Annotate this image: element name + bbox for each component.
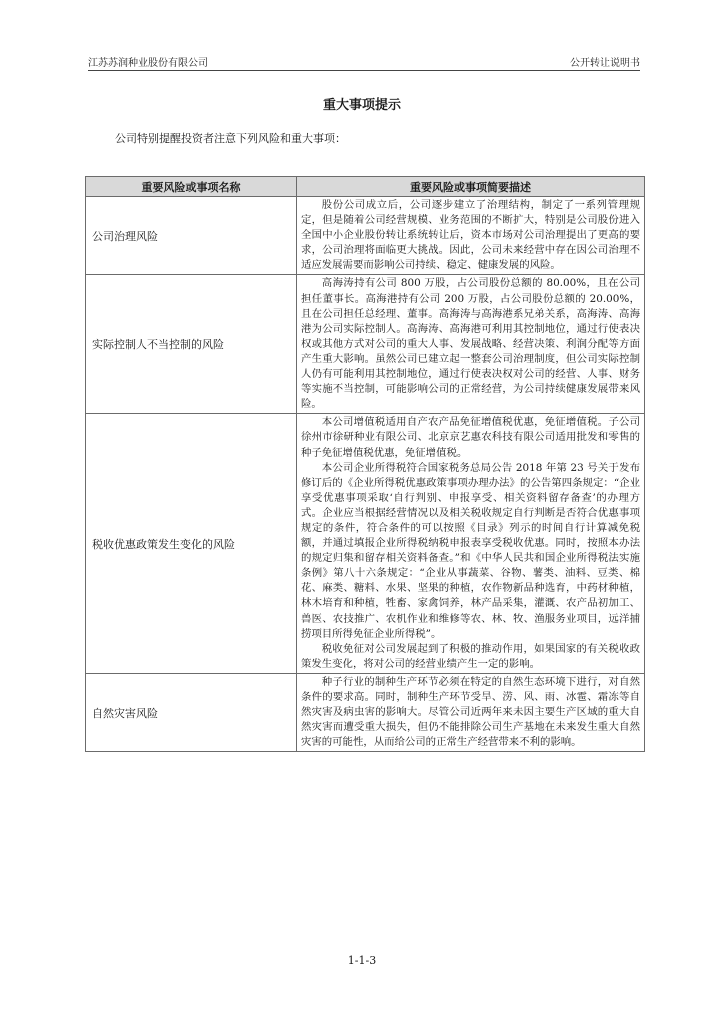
description-paragraph: 种子行业的制种生产环节必须在特定的自然生态环境下进行，对自然条件的要求高。同时，制种生产环节受旱、涝、风、雨、冰雹、霜冻等自然灾害及病虫害的影响大。尽管公司近两年来未因主要生产区域的重大自然灾害而遭受重大损失，但仍不能排除公司生产基地在未来发生重大自然灾害的可能性，从而给公司的正常生产经营带来不利的影响。	[301, 675, 640, 749]
description-paragraph: 股份公司成立后，公司逐步建立了治理结构，制定了一系列管理规定，但是随着公司经营规模、业务范围的不断扩大，特别是公司股份进入全国中小企业股份转让系统转让后，资本市场对公司治理提出了更高的要求，公司治理将面临更大挑战。因此，公司未来经营中存在因公司治理不适应发展需要而影响公司持续、稳定、健康发展的风险。	[301, 199, 640, 272]
description-paragraph: 本公司增值税适用自产农产品免征增值税优惠，免征增值税。子公司徐州市徐研种业有限公司、北京京艺惠农科技有限公司适用批发和零售的种子免征增值税优惠，免征增值税。	[301, 416, 640, 459]
risk-table	[85, 176, 645, 752]
page-number: 1-1-3	[347, 954, 377, 967]
risk-name-cell: 税收优惠政策发生变化的风险	[86, 414, 297, 674]
description-paragraph: 高海涛持有公司 800 万股，占公司股份总额的 80.00%，且在公司担任董事长。高海港持有公司 200 万股，占公司股份总额的 20.00%，且在公司担任总经理、董事。高海涛与高海港系兄弟关系，高海涛、高海港为公司实际控制人。高海涛、高海港可利用其控制地位，通过行使表决权或其他方式对公司的重大人事、发展战略、经营决策、利润分配等方面产生重大影响。虽然公司已建立起一整套公司治理制度，但公司实际控制人仍有可能利用其控制地位，通过行使表决权对公司的经营、人事、财务等实施不当控制，可能影响公司的正常经营，为公司持续健康发展带来风险。	[301, 277, 640, 411]
page-title: 重大事项提示	[322, 98, 401, 113]
header-document-type: 公开转让说明书	[570, 58, 640, 69]
header-risk-name: 重要风险或事项名称	[86, 177, 297, 197]
table-row-disaster-risk	[86, 673, 645, 751]
risk-name-cell: 实际控制人不当控制的风险	[86, 275, 297, 414]
risk-description-cell	[297, 275, 645, 414]
risk-description-cell	[297, 197, 645, 275]
table-row-governance-risk	[86, 197, 645, 275]
header-company-name: 江苏苏润种业股份有限公司	[88, 58, 208, 69]
page-header	[88, 52, 640, 71]
description-paragraph: 本公司企业所得税符合国家税务总局公告 2018 年第 23 号关于发布修订后的《企业所得税优惠政策事项办理办法》的公告第四条规定：“企业享受优惠事项采取‘自行判别、申报享受、相关资料留存备查’的办理方式。企业应当根据经营情况以及相关税收规定自行判断是否符合优惠事项规定的条件，符合条件的可以按照《目录》列示的时间自行计算减免税额，并通过填报企业所得税纳税申报表享受税收优惠。同时，按照本办法的规定归集和留存相关资料备查。”和《中华人民共和国企业所得税法实施条例》第八十六条规定：“企业从事蔬菜、谷物、薯类、油料、豆类、棉花、麻类、糖料、水果、坚果的种植，农作物新品种选育，中药材种植，林木培育和种植，牲畜、家禽饲养，林产品采集，灌溉、农产品初加工、兽医、农技推广、农机作业和维修等农、林、牧、渔服务业项目，远洋捕捞项目所得免征企业所得税”。	[301, 461, 640, 640]
risk-description-cell	[297, 414, 645, 674]
intro-text: 公司特别提醒投资者注意下列风险和重大事项：	[115, 132, 346, 145]
table-header-row	[86, 177, 645, 197]
table-row-tax-risk	[86, 414, 645, 674]
header-risk-description: 重要风险或事项简要描述	[297, 177, 645, 197]
description-paragraph: 税收免征对公司发展起到了积极的推动作用，如果国家的有关税收政策发生变化，将对公司的经营业绩产生一定的影响。	[301, 642, 640, 670]
table-row-controller-risk	[86, 275, 645, 414]
risk-description-cell	[297, 673, 645, 751]
risk-name-cell: 自然灾害风险	[86, 673, 297, 751]
risk-name-cell: 公司治理风险	[86, 197, 297, 275]
